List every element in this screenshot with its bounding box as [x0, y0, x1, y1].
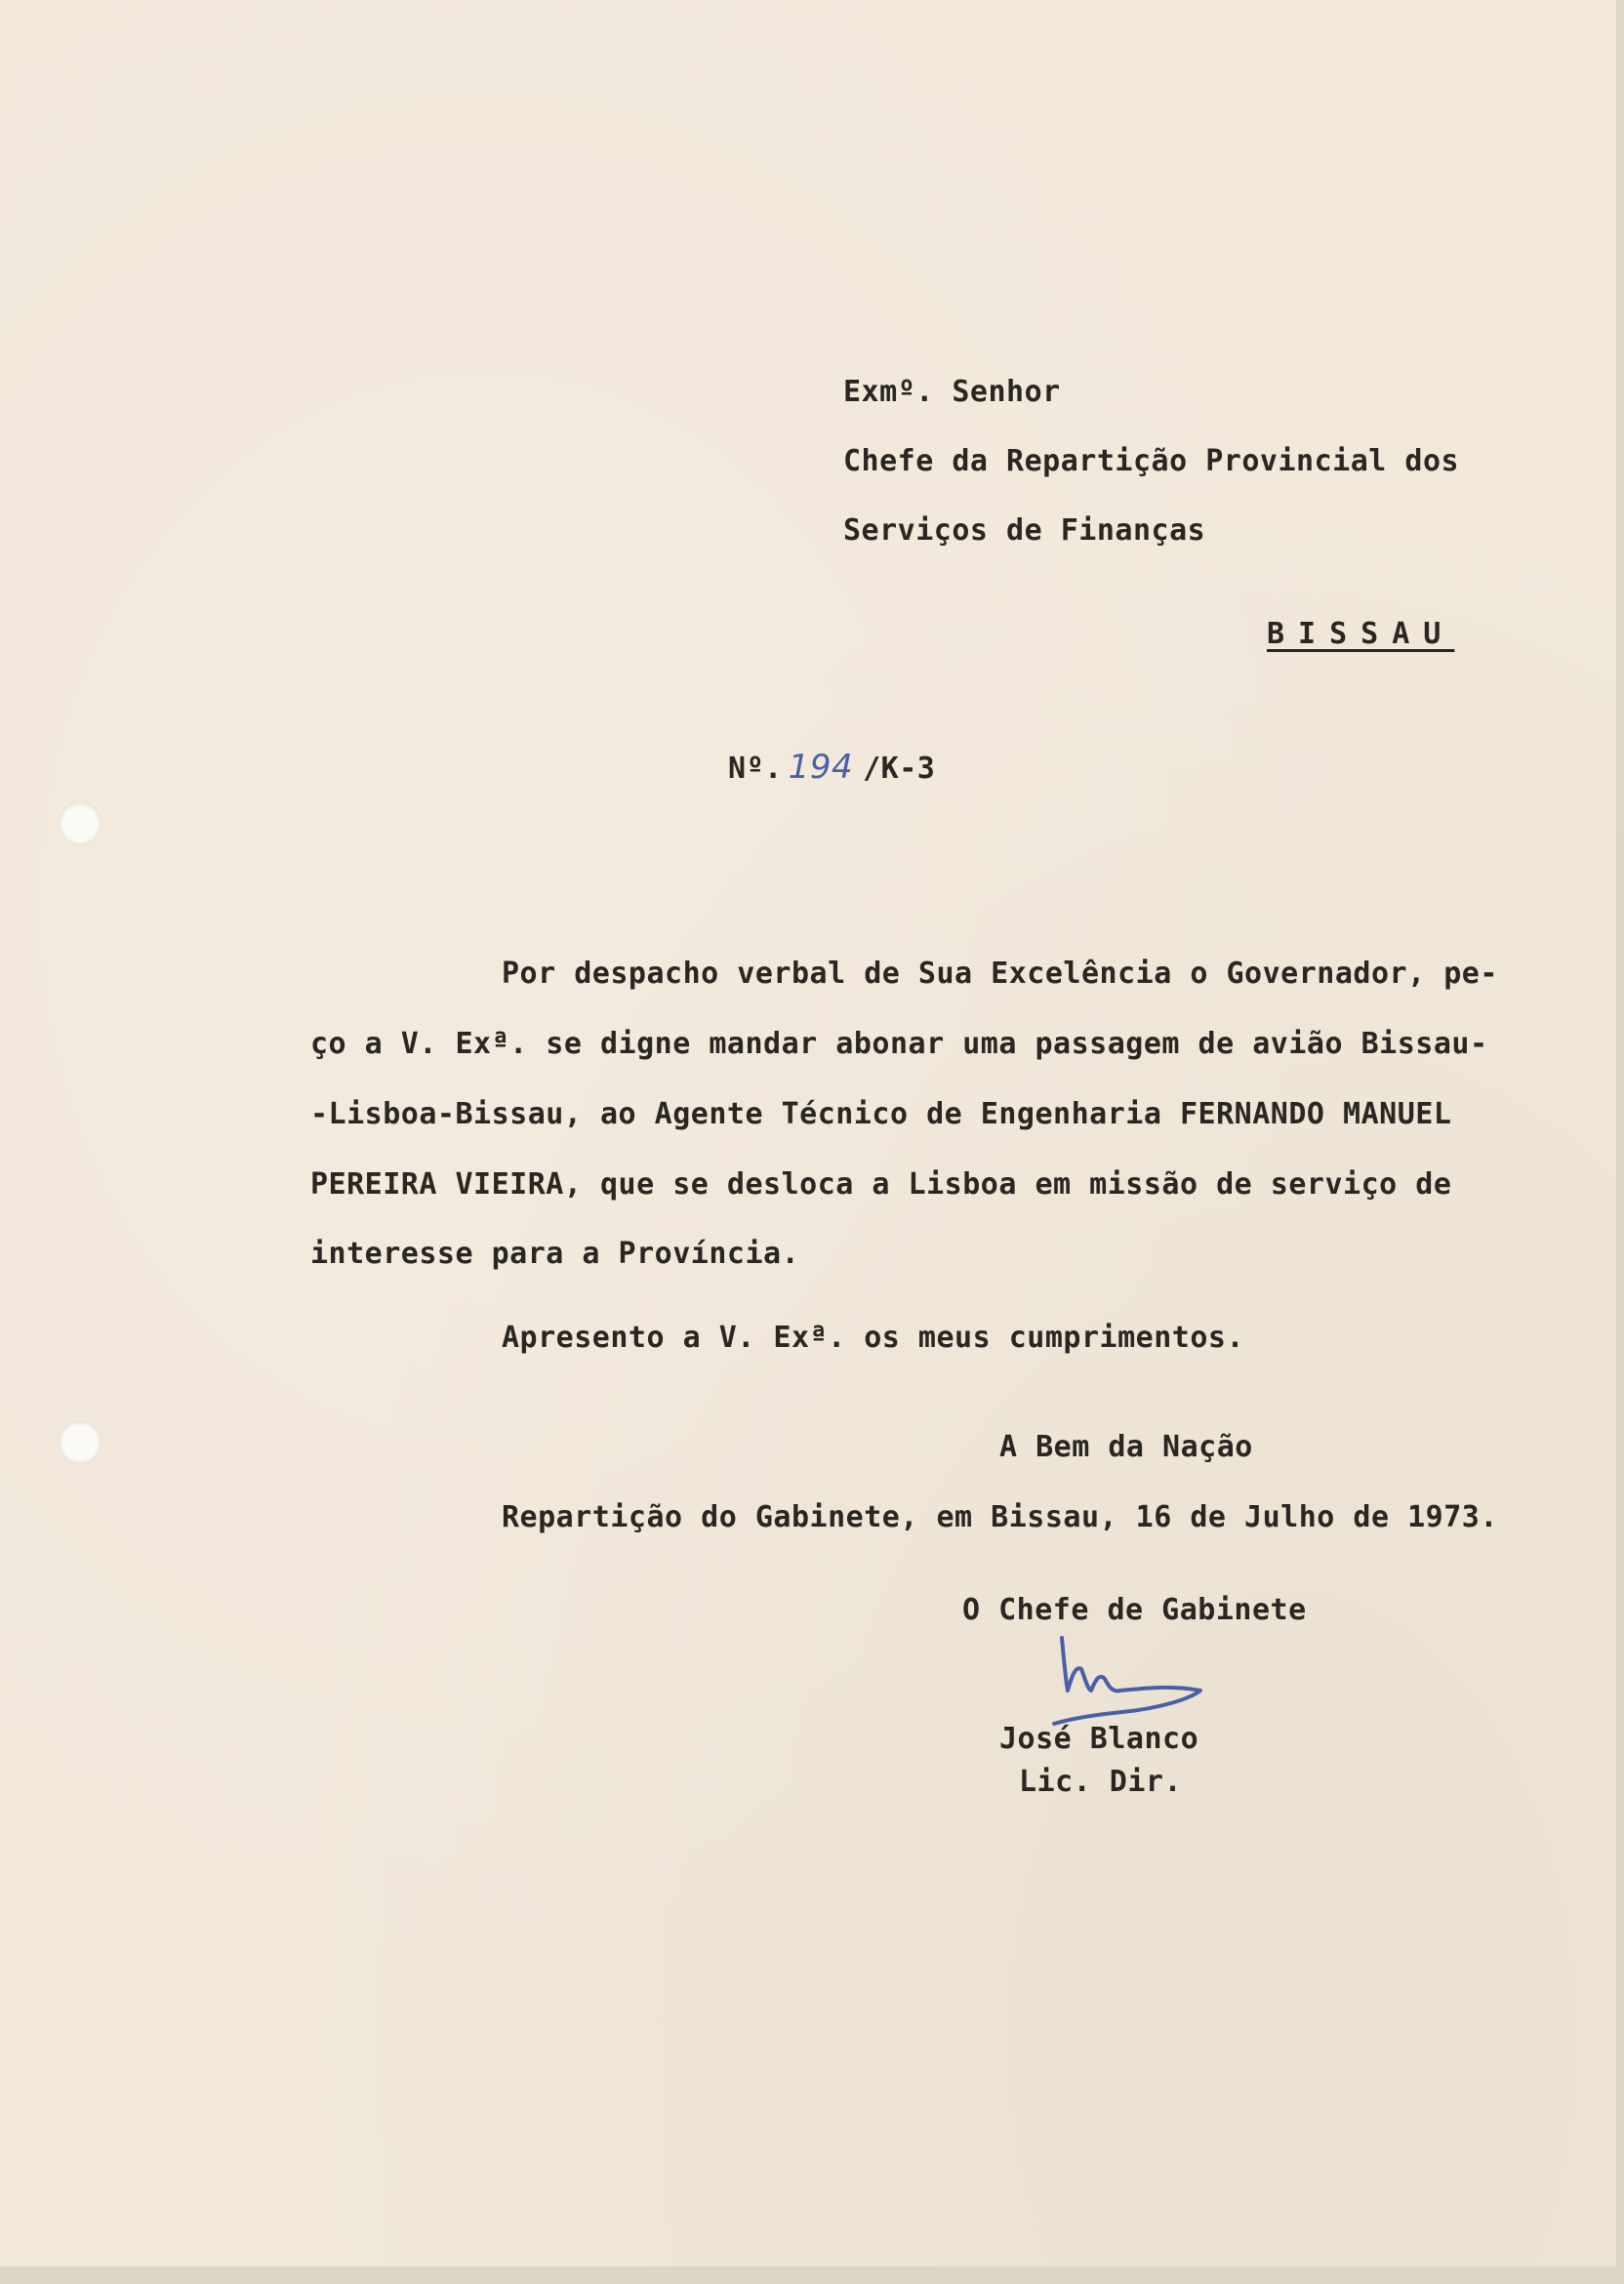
closing-line: Apresento a V. Exª. os meus cumprimentos.: [502, 1321, 1245, 1355]
reference-handwritten-number: 194: [788, 748, 854, 787]
body-line-4: PEREIRA VIEIRA, que se desloca a Lisboa em missão de serviço de: [310, 1167, 1452, 1202]
punch-hole-bottom: [59, 1421, 102, 1464]
reference-suffix: /K-3: [863, 752, 936, 786]
place-date: Repartição do Gabinete, em Bissau, 16 de Julho de 1973.: [502, 1500, 1498, 1534]
signatory-name: José Blanco: [999, 1722, 1199, 1756]
punch-hole-top: [59, 802, 102, 845]
addressee-salutation: Exmº. Senhor: [843, 375, 1061, 409]
body-line-3: -Lisboa-Bissau, ao Agente Técnico de Engenharia FERNANDO MANUEL: [310, 1097, 1452, 1131]
motto: A Bem da Nação: [999, 1430, 1253, 1464]
signatory-role: O Chefe de Gabinete: [962, 1593, 1307, 1627]
addressee-line-2: Serviços de Finanças: [843, 513, 1206, 548]
body-line-1: Por despacho verbal de Sua Excelência o Governador, pe-: [502, 957, 1498, 991]
signatory-title: Lic. Dir.: [1019, 1765, 1183, 1799]
body-line-5: interesse para a Província.: [310, 1237, 800, 1271]
page-edge-bottom: [0, 2266, 1624, 2284]
page-edge-right: [1616, 0, 1624, 2284]
reference-prefix: Nº.: [728, 752, 783, 786]
reference-number: [728, 750, 935, 787]
body-line-2: ço a V. Exª. se digne mandar abonar uma passagem de avião Bissau-: [310, 1027, 1488, 1061]
addressee-city: BISSAU: [1267, 617, 1455, 651]
addressee-line-1: Chefe da Repartição Provincial dos: [843, 444, 1460, 478]
